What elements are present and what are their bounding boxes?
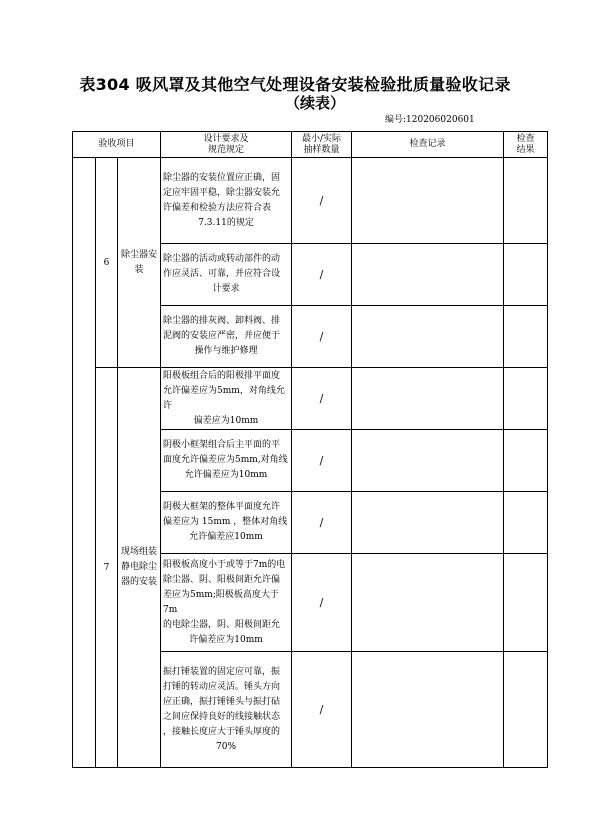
inspection-record-cell[interactable]	[352, 306, 504, 368]
inspection-record-cell[interactable]	[352, 158, 504, 244]
requirement-text	[161, 430, 292, 492]
requirement-line: 除尘器的安装位置应正确，固	[163, 172, 281, 183]
requirement-text	[161, 492, 292, 554]
header-requirement	[161, 132, 292, 158]
requirement-line: 的电除尘器，阴、阳极间距允	[163, 619, 281, 630]
requirement-line: 允许偏差应为5mm，对角线允许	[163, 385, 285, 411]
sample-count: /	[292, 492, 352, 554]
requirement-line: 70%	[216, 741, 237, 752]
requirement-text	[161, 368, 292, 430]
header-result-line1: 检查	[516, 133, 535, 144]
inspection-result-cell[interactable]	[504, 430, 548, 492]
requirement-line: 除尘器的活动或转动部件的动	[163, 254, 281, 264]
sample-count: /	[292, 306, 352, 368]
requirement-line: 面度允许偏差应为5mm,对角线	[163, 455, 288, 465]
inspection-record-cell[interactable]	[352, 554, 504, 652]
requirement-line: 偏差应为10mm	[193, 415, 259, 426]
inspection-table	[72, 131, 548, 768]
item-name: 除尘器安装	[118, 158, 161, 368]
header-record: 检查记录	[352, 132, 504, 158]
header-row	[73, 132, 548, 158]
requirement-text	[161, 306, 292, 368]
requirement-line: 阳极板高度小于或等于7m的电	[163, 559, 286, 570]
requirement-line: 7.3.11的规定	[198, 217, 254, 228]
item-number: 6	[96, 158, 118, 368]
inspection-result-cell[interactable]	[504, 306, 548, 368]
requirement-line: 阴极小框架组合后主平面的平	[163, 440, 281, 450]
requirement-line: 允许偏差应10mm	[189, 532, 263, 542]
inspection-record-cell[interactable]	[352, 244, 504, 306]
table-row	[73, 158, 548, 244]
inspection-record-cell[interactable]	[352, 652, 504, 768]
requirement-line: 许偏差应为10mm	[189, 634, 263, 645]
sample-count: /	[292, 554, 352, 652]
header-requirement-line1: 设计要求及	[203, 133, 249, 144]
inspection-result-cell[interactable]	[504, 368, 548, 430]
requirement-line: 允许偏差应为10mm	[184, 470, 268, 480]
requirement-line: 泥阀的安装应严密，并应便于	[163, 331, 281, 341]
requirement-text	[161, 244, 292, 306]
requirement-line: 定应牢固平稳，除尘器安装允	[163, 187, 281, 198]
header-result	[504, 132, 548, 158]
requirement-line: 许偏差和检验方法应符合表	[163, 202, 272, 213]
page-title: 表304 吸风罩及其他空气处理设备安装检验批质量验收记录	[79, 75, 511, 94]
inspection-result-cell[interactable]	[504, 492, 548, 554]
requirement-text	[161, 158, 292, 244]
requirement-line: 除尘器、阴、阳极间距允许偏	[163, 574, 281, 585]
requirement-line: 计要求	[212, 284, 240, 294]
inspection-record-cell[interactable]	[352, 430, 504, 492]
inspection-result-cell[interactable]	[504, 244, 548, 306]
requirement-line: 偏差应为 15mm ，整体对角线	[163, 517, 288, 527]
requirement-line: 阴极大框架的整体平面度允许	[163, 502, 281, 512]
inspection-result-cell[interactable]	[504, 652, 548, 768]
sample-count: /	[292, 430, 352, 492]
requirement-line: 操作与维护修理	[194, 346, 258, 356]
requirement-text	[161, 554, 292, 652]
inspection-result-cell[interactable]	[504, 158, 548, 244]
header-item: 验收项目	[73, 132, 161, 158]
requirement-line: 打锤的转动应灵活。锤头方向	[163, 681, 281, 692]
header-sample	[292, 132, 352, 158]
document-code: 编号:120206020601	[385, 115, 475, 125]
header-requirement-line2: 规范规定	[208, 144, 245, 155]
requirement-text	[161, 652, 292, 768]
requirement-line: 差应为5mm;阳极板高度大于7m	[163, 589, 279, 615]
sample-count: /	[292, 368, 352, 430]
inspection-record-cell[interactable]	[352, 368, 504, 430]
requirement-line: 作应灵活、可靠，并应符合设	[163, 269, 281, 279]
page-subtitle: （续表）	[284, 94, 345, 112]
requirement-line: 除尘器的排灰阀、卸料阀、排	[163, 316, 281, 326]
header-result-line2: 结果	[516, 144, 535, 155]
requirement-line: 阳极板组合后的阳极排平面度	[163, 370, 281, 381]
item-number: 7	[96, 368, 118, 768]
item-name: 现场组装静电除尘器的安装	[118, 368, 161, 768]
table-row	[73, 368, 548, 430]
header-sample-line2: 抽样数量	[303, 144, 340, 155]
sample-count: /	[292, 244, 352, 306]
inspection-result-cell[interactable]	[504, 554, 548, 652]
sample-count: /	[292, 652, 352, 768]
category-cell	[73, 158, 96, 768]
inspection-record-cell[interactable]	[352, 492, 504, 554]
requirement-line: ，接触长度应大于锤头厚度的	[163, 726, 281, 737]
table-body	[73, 158, 548, 768]
requirement-line: 应正确，振打锤锤头与振打砧	[163, 696, 281, 707]
requirement-line: 振打锤装置的固定应可靠，振	[163, 666, 281, 677]
sample-count: /	[292, 158, 352, 244]
header-sample-line1: 最小/实际	[302, 133, 342, 144]
requirement-line: 之间应保持良好的线接触状态	[163, 711, 281, 722]
